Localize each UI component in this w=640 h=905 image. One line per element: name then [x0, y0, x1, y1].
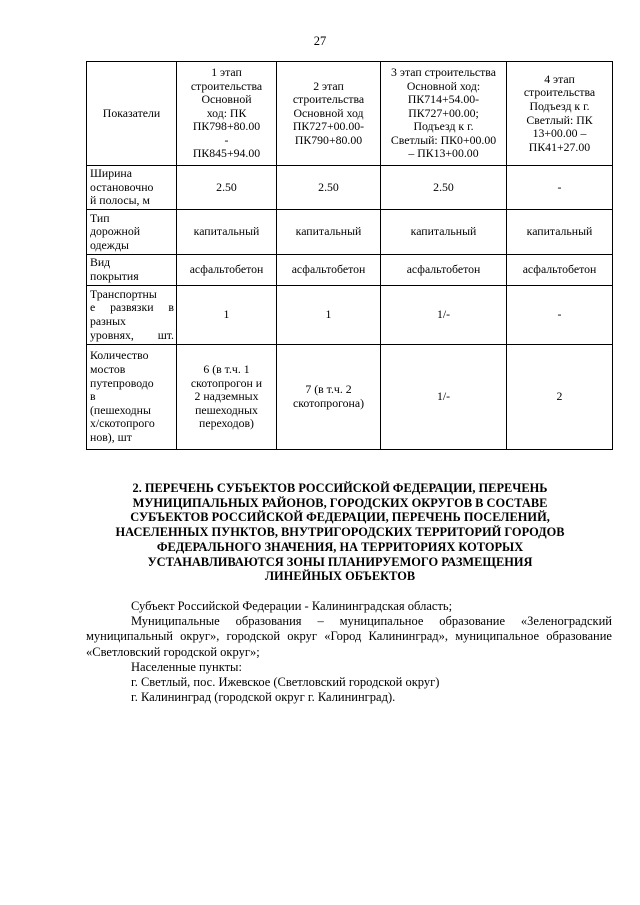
text-line: дорожной: [90, 224, 141, 239]
parameters-table: [86, 61, 613, 450]
text-line: НАСЕЛЕННЫХ ПУНКТОВ, ВНУТРИГОРОДСКИХ ТЕРРИТОРИЙ ГОРОДОВ: [115, 525, 565, 540]
text-line: МУНИЦИПАЛЬНЫХ РАЙОНОВ, ГОРОДСКИХ ОКРУГОВ В СОСТАВЕ: [132, 495, 548, 510]
text-line: – ПК13+00.00: [408, 146, 479, 161]
table-cell: 2.50: [381, 166, 507, 210]
text-line: ПК727+00.00-: [292, 119, 365, 134]
text-line: Вид: [90, 255, 111, 270]
row-label: [87, 345, 177, 450]
text-line: пешеходных: [195, 402, 258, 417]
text-line: 1 этап: [211, 64, 242, 79]
text-line: х/скотопрого: [90, 416, 155, 431]
text-line: ЛИНЕЙНЫХ ОБЪЕКТОВ: [264, 569, 416, 584]
table-row: [87, 166, 613, 210]
text-line: разных: [90, 314, 126, 328]
text-line: СУБЪЕКТОВ РОССИЙСКОЙ ФЕДЕРАЦИИ, ПЕРЕЧЕНЬ ПОСЕЛЕНИЙ,: [130, 510, 550, 525]
settlements-title: Населенные пункты:: [131, 659, 242, 674]
table-cell: 1/-: [381, 345, 507, 450]
header-stage-1: [177, 62, 277, 166]
text-line: Основной ход:: [406, 78, 481, 93]
text-line: ФЕДЕРАЛЬНОГО ЗНАЧЕНИЯ, НА ТЕРРИТОРИЯХ КОТОРЫХ: [156, 539, 524, 554]
text-line: ПК714+54.00-: [407, 92, 480, 107]
text-line: е развязки в: [90, 300, 174, 315]
text-line: покрытия: [90, 269, 139, 283]
text-line: УСТАНАВЛИВАЮТСЯ ЗОНЫ ПЛАНИРУЕМОГО РАЗМЕЩЕНИЯ: [147, 554, 533, 569]
table-cell: 1: [177, 286, 277, 345]
header-stage-4: [507, 62, 613, 166]
text-line: путепроводо: [90, 375, 154, 390]
table-cell: 1/-: [381, 286, 507, 345]
section-heading: [110, 481, 570, 584]
table-cell: -: [507, 286, 613, 345]
row-label: [87, 166, 177, 210]
text-line: скотопрогон и: [190, 375, 263, 390]
text-line: 3 этап строительства: [391, 64, 496, 79]
text-line: 2. ПЕРЕЧЕНЬ СУБЪЕКТОВ РОССИЙСКОЙ ФЕДЕРАЦИИ, ПЕРЕЧЕНЬ: [132, 481, 548, 495]
text-line: 2 надземных: [194, 389, 259, 404]
row-label: [87, 255, 177, 286]
text-line: ПК790+80.00: [294, 132, 363, 147]
row-label: [87, 210, 177, 255]
text-line: переходов): [199, 416, 254, 431]
text-line: Подъезд к г.: [413, 119, 474, 134]
text-line: ПК41+27.00: [528, 139, 591, 154]
table-cell: капитальный: [277, 210, 381, 255]
text-line: (пешеходны: [90, 402, 151, 417]
table-cell: капитальный: [177, 210, 277, 255]
text-line: одежды: [90, 237, 129, 252]
table-cell: [177, 345, 277, 450]
text-line: скотопрогона): [292, 396, 365, 410]
text-line: Основной ход: [293, 105, 364, 120]
table-cell: асфальтобетон: [381, 255, 507, 286]
text-line: Количество: [90, 348, 149, 363]
row-label: [87, 286, 177, 345]
text-line: 7 (в т.ч. 2: [305, 382, 352, 397]
text-line: 13+00.00 –: [532, 126, 587, 141]
table-cell: [277, 345, 381, 450]
table-cell: асфальтобетон: [277, 255, 381, 286]
text-line: Основной: [201, 92, 252, 107]
table-cell: капитальный: [507, 210, 613, 255]
table-row: [87, 286, 613, 345]
text-line: Транспортны: [90, 286, 157, 301]
table-cell: 2.50: [177, 166, 277, 210]
text-line: ПК727+00.00;: [408, 105, 479, 120]
page-number: 27: [313, 34, 327, 48]
table-cell: 1: [277, 286, 381, 345]
table-header-row: [87, 62, 613, 166]
text-line: 6 (в т.ч. 1: [203, 362, 250, 377]
settlement-item: г. Светлый, пос. Ижевское (Светловский городской округ): [131, 675, 440, 690]
text-line: й полосы, м: [90, 193, 150, 208]
section-body: [86, 599, 612, 705]
table-cell: -: [507, 166, 613, 210]
table-row: [87, 210, 613, 255]
text-line: Ширина: [90, 166, 132, 181]
text-line: 4 этап: [544, 71, 575, 86]
table-cell: 2: [507, 345, 613, 450]
text-line: 2 этап: [313, 78, 344, 93]
text-line: ПК798+80.00: [192, 119, 261, 134]
text-line: строительства: [523, 85, 596, 100]
table-cell: асфальтобетон: [507, 255, 613, 286]
settlement-item: г. Калининград (городской округ г. Калининград).: [131, 690, 396, 705]
text-line: строительства: [190, 78, 263, 93]
text-line: ПК845+94.00: [192, 146, 261, 161]
text-line: уровнях, шт.: [90, 327, 174, 342]
table-row: [87, 255, 613, 286]
text-line: -: [224, 132, 229, 147]
table-cell: 2.50: [277, 166, 381, 210]
header-indicators: Показатели: [87, 62, 177, 166]
header-stage-2: [277, 62, 381, 166]
table-cell: капитальный: [381, 210, 507, 255]
text-line: Подъезд к г.: [529, 98, 590, 113]
text-line: Светлый: ПК0+00.00: [390, 132, 497, 147]
text-line: строительства: [292, 92, 365, 107]
text-line: нов), шт: [90, 429, 132, 444]
table-row: [87, 345, 613, 450]
text-line: мостов: [90, 362, 126, 377]
subject-paragraph: Субъект Российской Федерации - Калининградская область;: [131, 599, 453, 613]
header-stage-3: [381, 62, 507, 166]
text-line: Тип: [90, 210, 110, 225]
municipal-paragraph: Муниципальные образования – муниципальное образование «Зеленоградский муниципальный округ», городской округ «Город Калининград», муниципальное образование «Светловский городской округ»;: [86, 614, 612, 659]
text-line: остановочно: [90, 179, 154, 194]
table-cell: асфальтобетон: [177, 255, 277, 286]
text-line: в: [90, 389, 96, 404]
text-line: ход: ПК: [206, 105, 247, 120]
text-line: Светлый: ПК: [526, 112, 593, 127]
